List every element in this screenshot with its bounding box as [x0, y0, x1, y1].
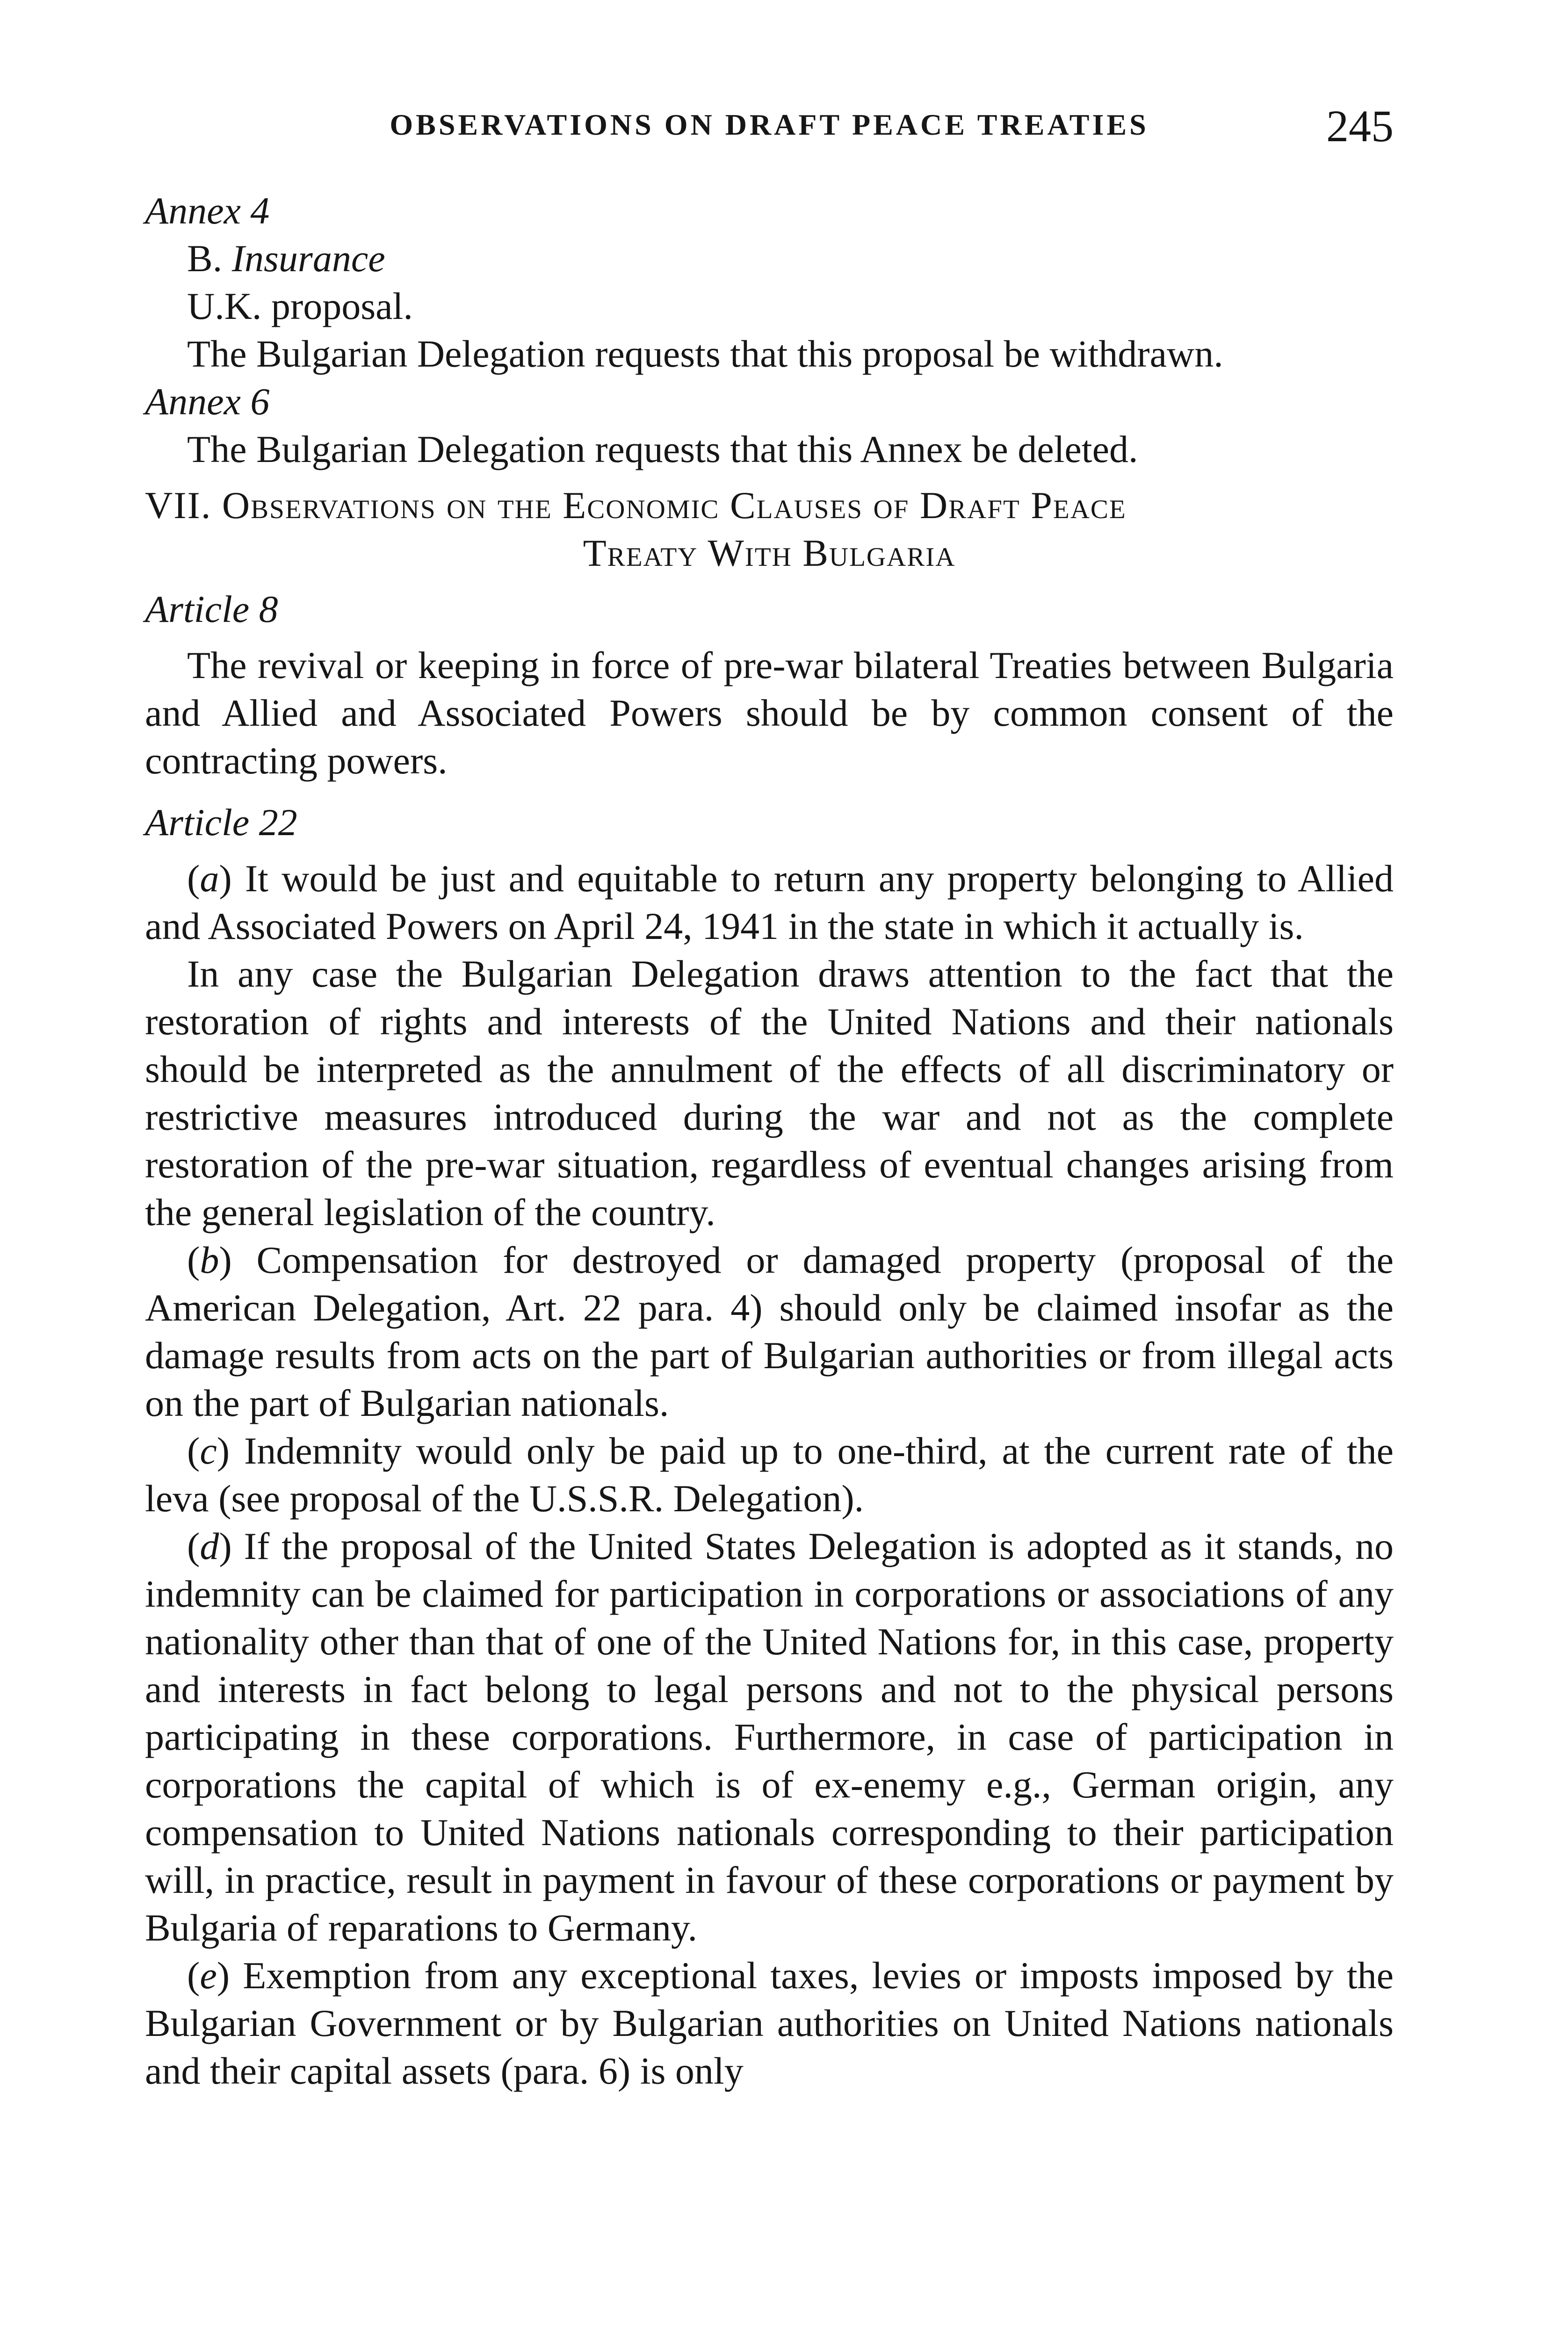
annex-4-proposal: U.K. proposal.	[187, 285, 413, 327]
para-e-label: e	[200, 1954, 217, 1997]
article-8-text: The revival or keeping in force of pre-war bilateral Treaties between Bulgaria and Allied and Associated Powers should be by common consent of the contracting powers.	[145, 644, 1394, 782]
page-body	[145, 187, 1394, 2095]
running-head: OBSERVATIONS ON DRAFT PEACE TREATIES	[390, 108, 1149, 141]
section-7-title-line-1	[145, 482, 1394, 529]
para-c-text: Indemnity would only be paid up to one-third, at the current rate of the leva (see proposal of the U.S.S.R. Delegation).	[145, 1429, 1394, 1520]
para-a-text: It would be just and equitable to return any property belonging to Allied and Associated Powers on April 24, 1941 in the state in which it actually is.	[145, 857, 1394, 947]
annex-6-heading: Annex 6	[145, 380, 270, 423]
annex-4-request: The Bulgarian Delegation requests that this proposal be withdrawn.	[187, 332, 1223, 375]
article-22-para-a: (a) It would be just and equitable to return any property belonging to Allied and Associated Powers on April 24, 1941 in the state in which it actually is.	[145, 857, 1394, 947]
annex-4-heading: Annex 4	[145, 189, 270, 232]
annex-4-sub-title: Insurance	[231, 237, 385, 280]
section-7-title-1: Observations on the Economic Clauses of Draft Peace	[222, 484, 1127, 527]
article-22-para-a-cont: In any case the Bulgarian Delegation draws attention to the fact that the restoration of rights and interests of the United Nations and their nationals should be interpreted as the annulment of the effects of all discriminatory or restrictive measures introduced during the war and not as the complete restoration of the pre-war situation, regardless of eventual changes arising from the general legislation of the country.	[145, 953, 1394, 1234]
annex-4-subheading	[145, 235, 1394, 282]
article-22-para-c: (c) Indemnity would only be paid up to one-third, at the current rate of the leva (see proposal of the U.S.S.R. Delegation).	[145, 1429, 1394, 1520]
section-7-title-2: Treaty With Bulgaria	[583, 532, 956, 574]
para-a-label: a	[200, 857, 219, 900]
para-d-text: If the proposal of the United States Delegation is adopted as it stands, no indemnity can be claimed for participation in corporations or associations of any nationality other than that of one of the United Nations for, in this case, property and interests in fact belong to legal persons and not to the physical persons participating in these corporations. Furthermore, in case of participation in corporations the capital of which is of ex-enemy e.g., German origin, any compensation to United Nations nationals corresponding to their participation will, in practice, result in payment in favour of these corporations or payment by Bulgaria of reparations to Germany.	[145, 1525, 1394, 1949]
annex-4-sub-prefix: B.	[187, 237, 232, 280]
para-d-label: d	[200, 1525, 219, 1567]
article-22-para-e: (e) Exemption from any exceptional taxes, levies or imposts imposed by the Bulgarian Government or by Bulgarian authorities on United Nations nationals and their capital assets (para. 6) is only	[145, 1954, 1394, 2092]
article-22-heading: Article 22	[145, 801, 297, 844]
para-e-text: Exemption from any exceptional taxes, levies or imposts imposed by the Bulgarian Government or by Bulgarian authorities on United Nations nationals and their capital assets (para. 6) is only	[145, 1954, 1394, 2092]
article-8-heading: Article 8	[145, 588, 278, 630]
article-22-para-b: (b) Compensation for destroyed or damaged property (proposal of the American Delegation, Art. 22 para. 4) should only be claimed insofar as the damage results from acts on the part of Bulgarian authorities or from illegal acts on the part of Bulgarian nationals.	[145, 1239, 1394, 1424]
para-c-label: c	[200, 1429, 217, 1472]
page-number: 245	[1326, 101, 1394, 151]
section-7-number: VII.	[145, 484, 212, 527]
article-22-para-d: (d) If the proposal of the United States Delegation is adopted as it stands, no indemnity can be claimed for participation in corporations or associations of any nationality other than that of one of the United Nations for, in this case, property and interests in fact belong to legal persons and not to the physical persons participating in these corporations. Furthermore, in case of participation in corporations the capital of which is of ex-enemy e.g., German origin, any compensation to United Nations nationals corresponding to their participation will, in practice, result in payment in favour of these corporations or payment by Bulgaria of reparations to Germany.	[145, 1525, 1394, 1949]
para-b-text: Compensation for destroyed or damaged property (proposal of the American Delegation, Art. 22 para. 4) should only be claimed insofar as the damage results from acts on the part of Bulgarian authorities or from illegal acts on the part of Bulgarian nationals.	[145, 1239, 1394, 1424]
para-b-label: b	[200, 1239, 219, 1281]
page-header	[145, 103, 1394, 154]
section-7-heading	[145, 482, 1394, 577]
annex-6-request: The Bulgarian Delegation requests that this Annex be deleted.	[187, 428, 1138, 470]
